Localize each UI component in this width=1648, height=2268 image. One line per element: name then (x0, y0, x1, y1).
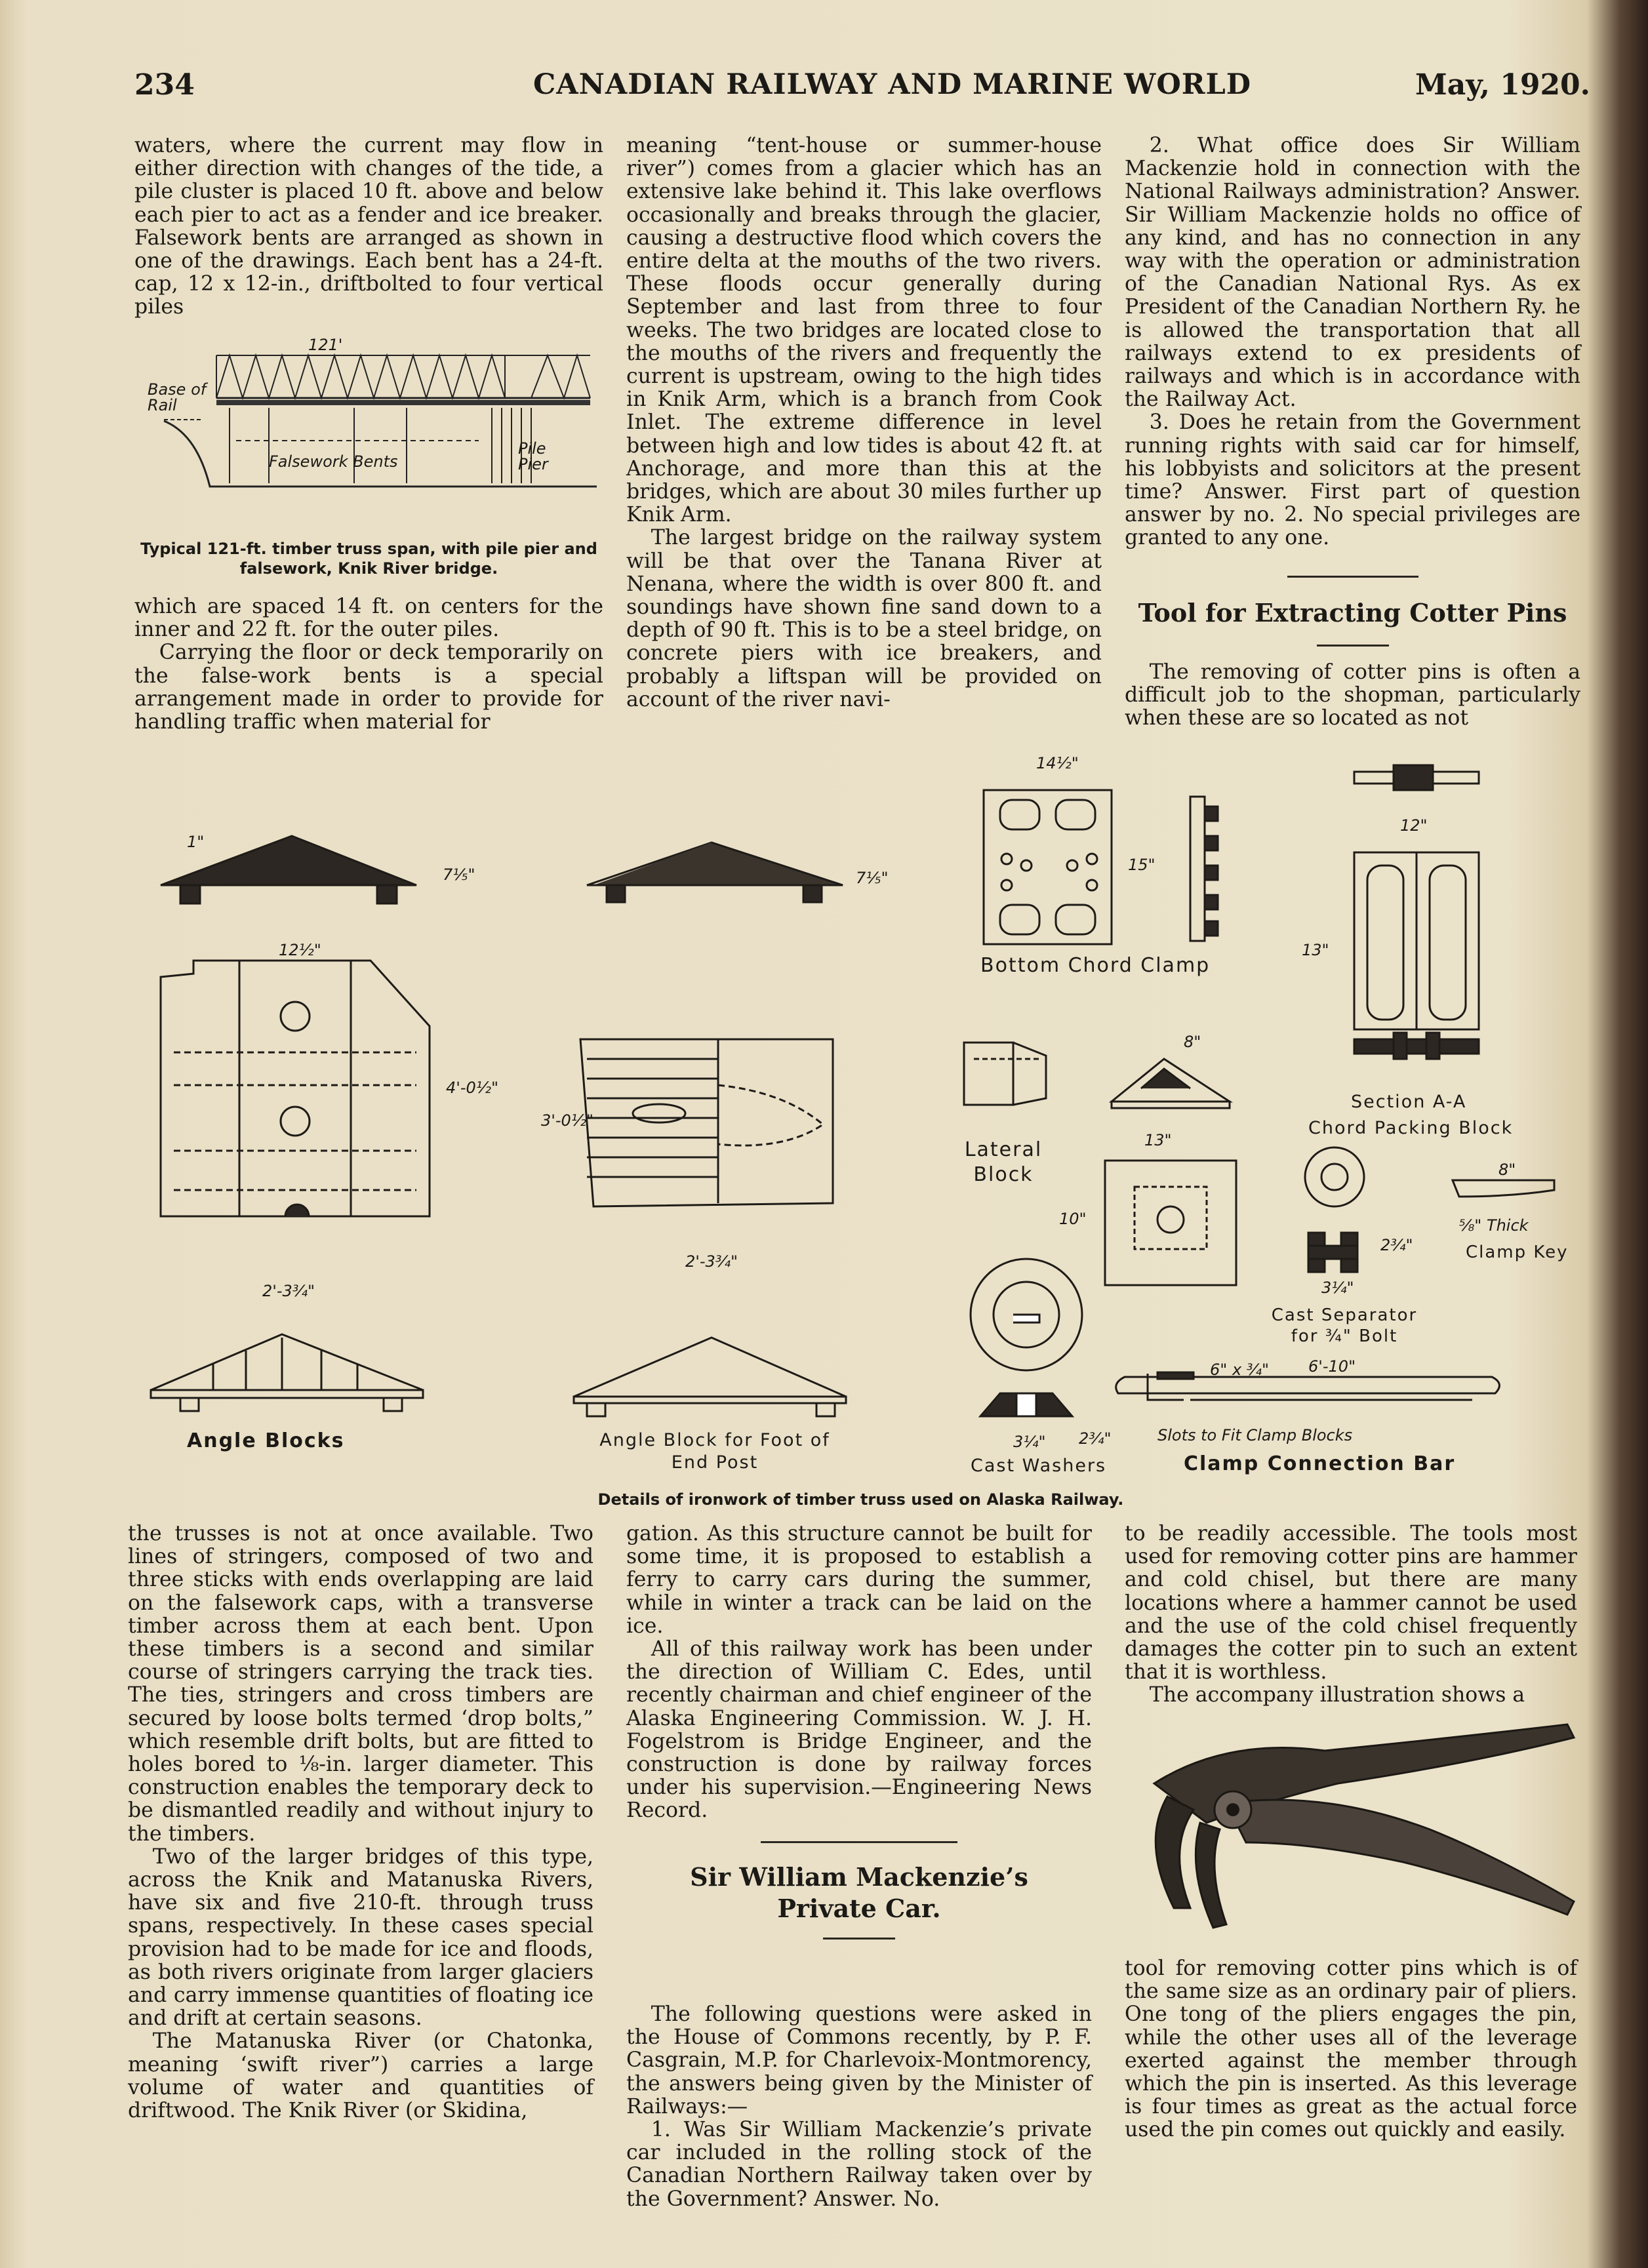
dim-label: 12½" (279, 941, 321, 959)
dim-label: 2¾" (1380, 1236, 1413, 1254)
page-number: 234 (134, 68, 195, 102)
mackenzie-article-header (626, 1841, 1092, 1940)
dim-label: 8" (1498, 1161, 1516, 1179)
divider (761, 1841, 957, 1843)
divider (1317, 645, 1389, 647)
column-3-bottom (1125, 1522, 1577, 1707)
page-header (134, 68, 1590, 114)
paragraph: tool for removing cotter pins which is of the same size as an ordinary pair of pliers. One tong of the pliers engages the pin, while the other uses all of the leverage exerted against the member through which the pin is inserted. As this leverage is four times as great as the actual force used the pin comes out quickly and easily. (1125, 1957, 1577, 2142)
column-1-mid (134, 595, 603, 734)
pliers-illustration (1128, 1711, 1580, 1954)
paragraph: to be readily accessible. The tools most used for removing cotter pins are hammer and cold chisel, but there are many locations where a hammer cannot be used and the use of the cold chisel frequently damages the cotter pin to such an extent that it is worthless. (1125, 1522, 1577, 1684)
pliers-drawing (1128, 1711, 1580, 1954)
tool-article-intro (1125, 661, 1580, 730)
bottom-chord-clamp-label: Bottom Chord Clamp (980, 954, 1211, 977)
span-length-label: 121' (308, 336, 343, 354)
paragraph: The removing of cotter pins is often a difficult job to the shopman, particularly when these are so located as not (1125, 660, 1580, 730)
divider (823, 1938, 895, 1940)
paragraph: The largest bridge on the railway system will be that over the Tanana River at Nenana, where the width is over 800 ft. and soundings have shown fine sand down to a depth of 90 ft. This is to be a steel bridge, on concrete piers with ice breakers, and probably a liftspan will be provided on account of the river navi- (626, 526, 1102, 711)
clamp-connection-bar-label: Clamp Connection Bar (1184, 1452, 1456, 1475)
dim-label: ⅝" Thick (1459, 1216, 1529, 1235)
divider (1287, 576, 1418, 578)
dim-label: 7⅕" (856, 869, 889, 887)
dim-label: 3'-0½" (541, 1111, 594, 1130)
column-1-top (134, 134, 603, 319)
paragraph: Two of the larger bridges of this type, across the Knik and Matanuska Rivers, have six and five 210-ft. through truss spans, respectively. In these cases special provision had to be made for ice and floods, as both rivers originate from larger glaciers and carry immense quantities of floating ice and drift at certain seasons. (128, 1844, 593, 2031)
cast-washers-label: Cast Washers (971, 1456, 1107, 1476)
dim-label: 15" (1128, 856, 1156, 874)
chord-packing-block-label: Chord Packing Block (1308, 1118, 1514, 1138)
dim-label: 2¾" (1079, 1429, 1112, 1448)
dim-label: 4'-0½" (446, 1079, 499, 1097)
dim-label: 3¼" (1321, 1279, 1354, 1297)
dim-label: 13" (1144, 1131, 1172, 1149)
paragraph: 1. Was Sir William Mackenzie’s private car included in the rolling stock of the Canadian Northern Railway taken over by the Government? Answer. No. (626, 2118, 1092, 2211)
dim-label: 8" (1184, 1033, 1201, 1051)
column-3-top (1125, 134, 1580, 550)
ironwork-caption: Details of ironwork of timber truss used on Alaska Railway. (597, 1490, 1124, 1509)
dim-label: 2'-3¾" (685, 1252, 738, 1271)
dim-label: 6" x ¾" (1210, 1361, 1270, 1379)
issue-date: May, 1920. (1415, 68, 1590, 102)
pile-pier-label: Pile Pier (518, 439, 548, 473)
paragraph: waters, where the current may flow in either direction with changes of the tide, a pile cluster is placed 10 ft. above and below each pier to act as a fender and ice breaker. Falsework bents are arranged as shown in one of the drawings. Each bent has a 24-ft. cap, 12 x 12-in., driftbolted to four vertical piles (134, 134, 603, 319)
column-2-top (626, 134, 1102, 711)
paragraph: The following questions were asked in the House of Commons recently, by P. F. Casgrain, M.P. for Charlevoix-Montmorency, the answers being given by the Minister of Railways:— (626, 2002, 1092, 2119)
column-2-bottom (626, 1522, 1092, 1823)
clamp-key-label: Clamp Key (1466, 1243, 1569, 1262)
dim-label: 14½" (1036, 754, 1079, 772)
ironwork-figure (134, 744, 1587, 1502)
dim-label: 3¼" (1013, 1433, 1046, 1451)
cast-separator-label: Cast Separator for ¾" Bolt (1271, 1305, 1418, 1346)
section-aa-label: Section A-A (1351, 1092, 1467, 1112)
truss-caption: Typical 121-ft. timber truss span, with pile pier and falsework, Knik River bridge. (140, 540, 597, 578)
angle-block-foot-label: Angle Block for Foot of End Post (599, 1430, 830, 1473)
paragraph: gation. As this structure cannot be built for some time, it is proposed to establish a ferry to carry cars during the summer, while in winter a track can be laid on the ice. (626, 1522, 1092, 1638)
dim-label: 6'-10" (1308, 1357, 1356, 1376)
paragraph: All of this railway work has been under the direction of William C. Edes, until recently chairman and chief engineer of the Alaska Engineering Commission. W. J. H. Fogelstrom is Bridge Engineer, and the construction is done by railway forces under his supervision.—Engineering News Record. (626, 1637, 1092, 1823)
mackenzie-heading: Sir William Mackenzie’s Private Car. (690, 1862, 1028, 1923)
slots-label: Slots to Fit Clamp Blocks (1157, 1426, 1353, 1444)
dim-label: 13" (1302, 941, 1329, 959)
paragraph: which are spaced 14 ft. on centers for the inner and 22 ft. for the outer piles. (134, 595, 603, 642)
paragraph: The accompany illustration shows a (1149, 1683, 1525, 1707)
base-of-rail-label: Base of Rail (148, 380, 207, 414)
truss-drawing (138, 336, 603, 500)
dim-label: 7⅕" (443, 865, 475, 884)
mackenzie-body (626, 2003, 1092, 2211)
column-1-bottom (128, 1522, 593, 2122)
journal-title: CANADIAN RAILWAY AND MARINE WORLD (533, 68, 1252, 101)
angle-blocks-label: Angle Blocks (187, 1429, 345, 1452)
truss-figure (138, 336, 603, 500)
tool-article-heading: Tool for Extracting Cotter Pins (1138, 598, 1567, 627)
paragraph: The Matanuska River (or Chatonka, meaning ‘swift river”) carries a large volume of water and quantities of driftwood. The Knik River (or Skidina, (128, 2029, 593, 2123)
dim-label: 2'-3¾" (262, 1282, 315, 1300)
dim-label: 1" (187, 833, 205, 851)
paragraph: 3. Does he retain from the Government running rights with said car for himself, his lobbyists and solicitors at the present time? Answer. First part of question answer by no. 2. No special privileges are granted to any one. (1125, 410, 1580, 550)
tool-article-header (1125, 576, 1580, 647)
paragraph: 2. What office does Sir William Mackenzie hold in connection with the National Railways administration? Answer. Sir William Mackenzie holds no office of any kind, and has no connection in any way with the operation or administration of the Canadian National Rys. As ex President of the Canadian Northern Ry. he is allowed the transportation that all railways extend to ex presidents of railways and which is in accordance with the Railway Act. (1125, 134, 1580, 412)
paragraph: the trusses is not at once available. Two lines of stringers, composed of two and three sticks with ends overlapping are laid on the falsework caps, with a transverse timber across them at each bent. Upon these timbers is a second and similar course of stringers carrying the track ties. The ties, stringers and cross timbers are secured by loose bolts termed ‘drop bolts,” which resemble drift bolts, but are fitted to holes bored to ⅛-in. larger diameter. This construction enables the temporary deck to be dismantled readily and without injury to the timbers. (128, 1522, 593, 1846)
dim-label: 10" (1059, 1210, 1087, 1228)
dim-label: 12" (1400, 816, 1428, 835)
paragraph: meaning “tent-house or summer-house river”) comes from a glacier which has an extensive lake behind it. This lake overflows occasionally and breaks through the glacier, causing a destructive flood which covers the entire delta at the mouths of the two rivers. These floods occur generally during September and last from three to four weeks. The two bridges are located close to the mouths of the rivers and frequently the current is upstream, owing to the high tides in Knik Arm, which is a branch from Cook Inlet. The extreme difference in level between high and low tides is about 42 ft. at Anchorage, and more than this at the bridges, which are about 30 miles further up Knik Arm. (626, 134, 1102, 527)
paragraph: Carrying the floor or deck temporarily on the false-work bents is a special arrangement made in order to provide for handling traffic when material for (134, 641, 603, 734)
falsework-label: Falsework Bents (269, 452, 398, 471)
column-3-end (1125, 1957, 1577, 2142)
lateral-block-label: Lateral Block (964, 1138, 1043, 1186)
